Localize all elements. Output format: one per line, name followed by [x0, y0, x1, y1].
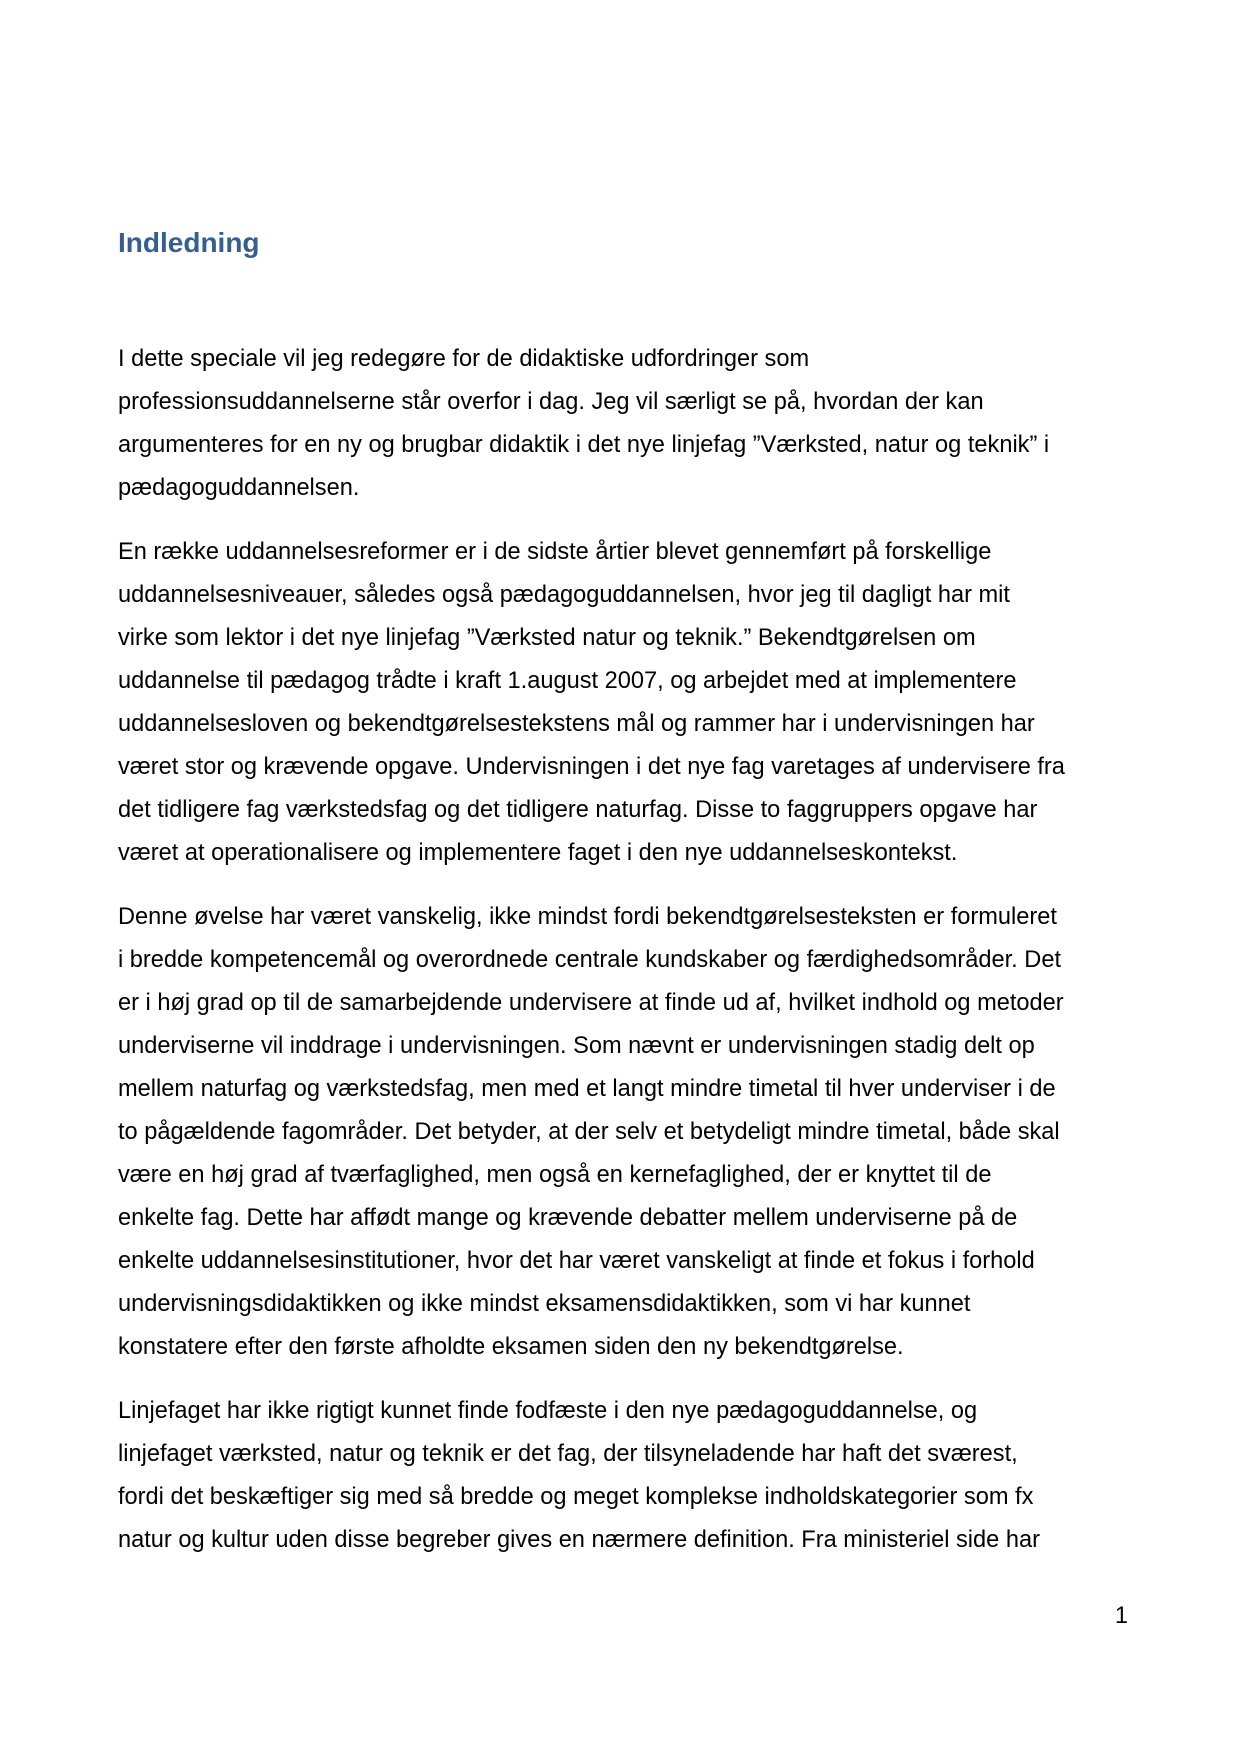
text-line: argumenteres for en ny og brugbar didaktik i det nye linjefag ”Værksted, natur og teknik” i — [118, 432, 1050, 458]
text-line: fordi det beskæftiger sig med så bredde og meget komplekse indholdskategorier som fx — [118, 1484, 1034, 1510]
text-line: være en høj grad af tværfaglighed, men også en kernefaglighed, der er knyttet til de — [118, 1162, 992, 1188]
paragraph-1 — [118, 338, 1128, 510]
text-line: uddannelsesloven og bekendtgørelsestekstens mål og rammer har i undervisningen har — [118, 711, 1035, 737]
text-line: to pågældende fagområder. Det betyder, at der selv et betydeligt mindre timetal, både skal — [118, 1119, 1060, 1145]
text-line: En række uddannelsesreformer er i de sidste årtier blevet gennemført på forskellige — [118, 539, 992, 565]
text-line: undervisningsdidaktikken og ikke mindst eksamensdidaktikken, som vi har kunnet — [118, 1291, 971, 1317]
text-line: enkelte uddannelsesinstitutioner, hvor det har været vanskeligt at finde et fokus i forhold — [118, 1248, 1035, 1274]
text-line: enkelte fag. Dette har affødt mange og krævende debatter mellem underviserne på de — [118, 1205, 1018, 1231]
paragraph-4 — [118, 1390, 1128, 1562]
text-line: været stor og krævende opgave. Undervisningen i det nye fag varetages af undervisere fra — [118, 754, 1065, 780]
text-line: i bredde kompetencemål og overordnede centrale kundskaber og færdighedsområder. Det — [118, 947, 1062, 973]
page-number: 1 — [1114, 1603, 1128, 1629]
text-line: uddannelse til pædagog trådte i kraft 1.august 2007, og arbejdet med at implementere — [118, 668, 1017, 694]
paragraph-3 — [118, 896, 1128, 1369]
paragraph-2 — [118, 531, 1128, 875]
text-line: det tidligere fag værkstedsfag og det tidligere naturfag. Disse to faggruppers opgave har — [118, 797, 1038, 823]
text-line: mellem naturfag og værkstedsfag, men med et langt mindre timetal til hver underviser i de — [118, 1076, 1056, 1102]
text-line: pædagoguddannelsen. — [118, 475, 360, 501]
text-line: professionsuddannelserne står overfor i dag. Jeg vil særligt se på, hvordan der kan — [118, 389, 984, 415]
body-text — [118, 338, 1128, 1583]
text-line: linjefaget værksted, natur og teknik er det fag, der tilsyneladende har haft det sværest, — [118, 1441, 1018, 1467]
text-line: Linjefaget har ikke rigtigt kunnet finde fodfæste i den nye pædagoguddannelse, og — [118, 1398, 978, 1424]
text-line: konstatere efter den første afholdte eksamen siden den ny bekendtgørelse. — [118, 1334, 904, 1360]
text-line: I dette speciale vil jeg redegøre for de didaktiske udfordringer som — [118, 346, 810, 372]
text-line: været at operationalisere og implementere faget i den nye uddannelseskontekst. — [118, 840, 958, 866]
text-line: underviserne vil inddrage i undervisningen. Som nævnt er undervisningen stadig delt op — [118, 1033, 1035, 1059]
text-line: natur og kultur uden disse begreber gives en nærmere definition. Fra ministeriel side har — [118, 1527, 1040, 1553]
text-line: er i høj grad op til de samarbejdende undervisere at finde ud af, hvilket indhold og metoder — [118, 990, 1064, 1016]
text-line: uddannelsesniveauer, således også pædagoguddannelsen, hvor jeg til dagligt har mit — [118, 582, 1010, 608]
text-line: Denne øvelse har været vanskelig, ikke mindst fordi bekendtgørelsesteksten er formuleret — [118, 904, 1057, 930]
text-line: virke som lektor i det nye linjefag ”Værksted natur og teknik.” Bekendtgørelsen om — [118, 625, 976, 651]
section-heading: Indledning — [118, 227, 260, 258]
